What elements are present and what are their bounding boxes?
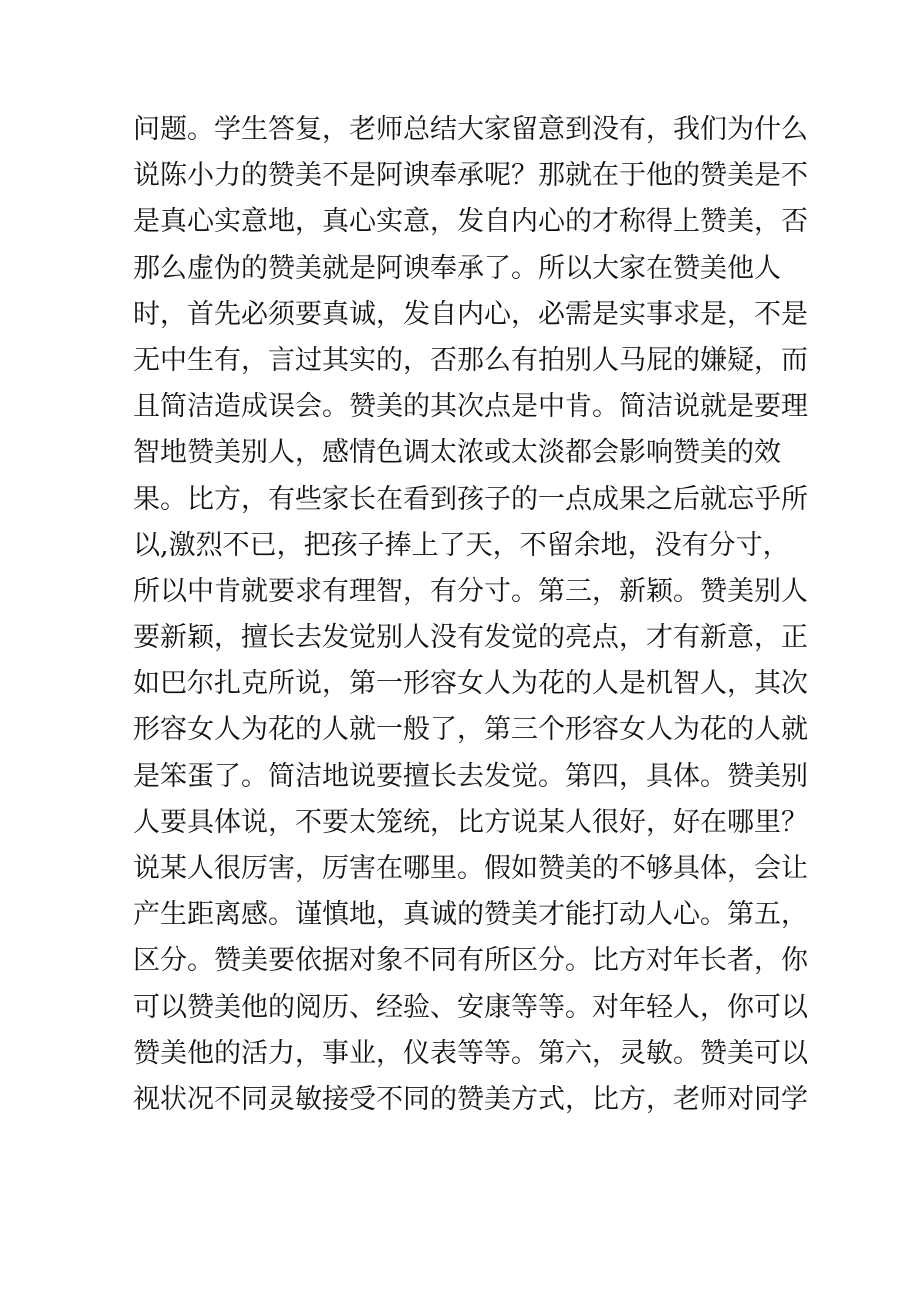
text-line-22: 视状况不同灵敏接受不同的赞美方式，比方，老师对同学 [133, 1083, 808, 1115]
text-line-19: 区分。赞美要依据对象不同有所区分。比方对年长者，你 [133, 945, 808, 977]
text-line-5: 时，首先必须要真诚，发自内心，必需是实事求是，不是 [133, 298, 808, 330]
text-line-14: 形容女人为花的人就一般了，第三个形容女人为花的人就 [133, 714, 808, 746]
text-line-6: 无中生有，言过其实的，否那么有拍别人马屁的嫌疑，而 [133, 344, 808, 376]
body-text [133, 107, 808, 1123]
text-line-10: 以,激烈不已，把孩子捧上了天，不留余地，没有分寸， [133, 529, 790, 561]
text-line-7: 且简洁造成误会。赞美的其次点是中肯。简洁说就是要理 [133, 391, 808, 423]
text-line-3: 是真心实意地，真心实意，发自内心的才称得上赞美，否 [133, 206, 808, 238]
text-line-13: 如巴尔扎克所说，第一形容女人为花的人是机智人，其次 [133, 668, 808, 700]
text-line-17: 说某人很厉害，厉害在哪里。假如赞美的不够具体，会让 [133, 853, 808, 884]
text-line-4: 那么虚伪的赞美就是阿谀奉承了。所以大家在赞美他人 [133, 252, 781, 284]
text-line-18: 产生距离感。谨慎地，真诚的赞美才能打动人心。第五， [133, 899, 808, 931]
text-line-8: 智地赞美别人，感情色调太浓或太淡都会影响赞美的效 [133, 437, 781, 469]
text-line-11: 所以中肯就要求有理智，有分寸。第三，新颖。赞美别人 [133, 575, 808, 607]
text-line-16: 人要具体说，不要太笼统，比方说某人很好，好在哪里？ [133, 806, 808, 838]
text-line-20: 可以赞美他的阅历、经验、安康等等。对年轻人，你可以 [133, 991, 808, 1023]
text-line-2: 说陈小力的赞美不是阿谀奉承呢？那就在于他的赞美是不 [133, 160, 808, 192]
text-line-15: 是笨蛋了。简洁地说要擅长去发觉。第四，具体。赞美别 [133, 760, 808, 792]
text-line-9: 果。比方，有些家长在看到孩子的一点成果之后就忘乎所 [133, 483, 808, 515]
text-line-1: 问题。学生答复，老师总结大家留意到没有，我们为什么 [133, 114, 808, 145]
text-line-12: 要新颖，擅长去发觉别人没有发觉的亮点，才有新意，正 [133, 622, 808, 654]
text-line-21: 赞美他的活力，事业，仪表等等。第六，灵敏。赞美可以 [133, 1037, 808, 1069]
